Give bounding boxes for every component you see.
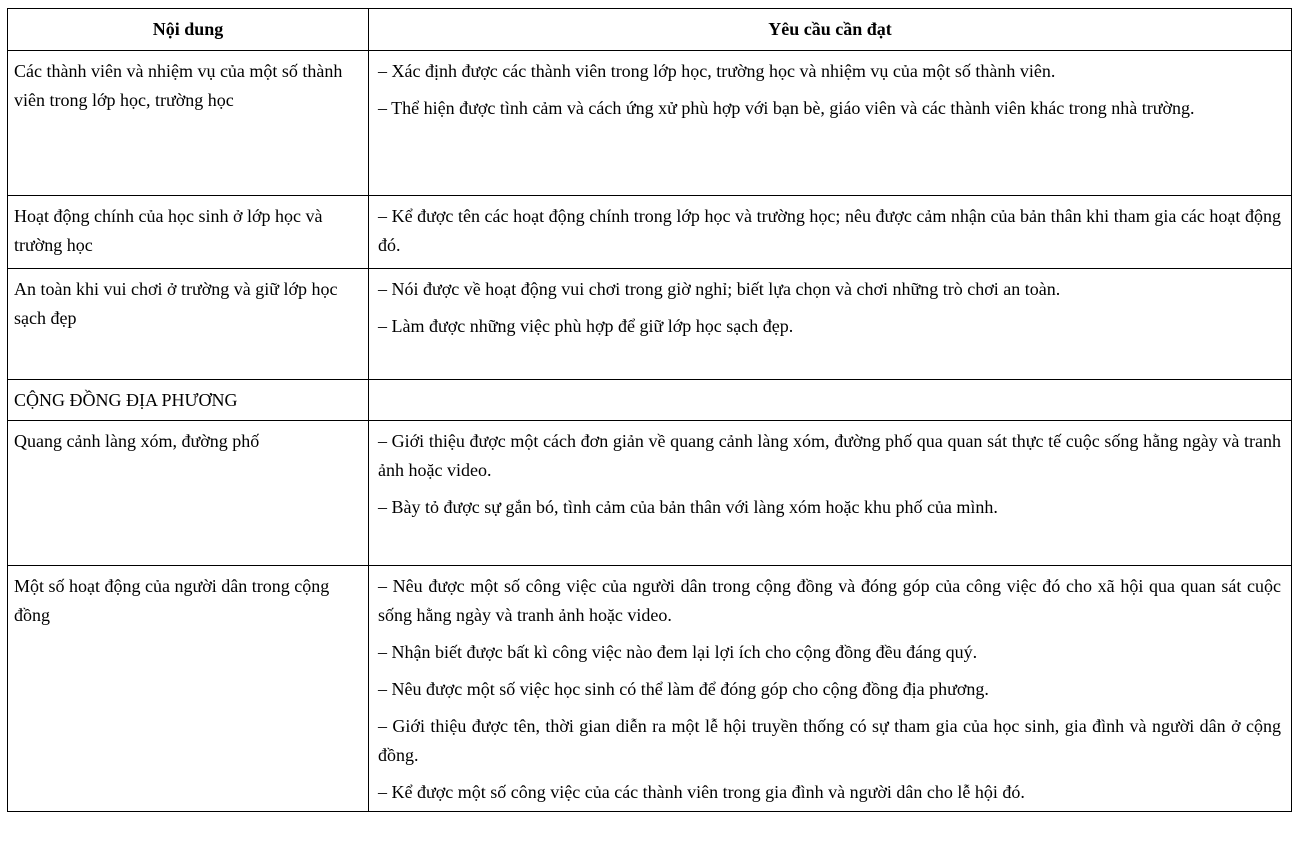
content-cell: Các thành viên và nhiệm vụ của một số thành viên trong lớp học, trường học (8, 51, 369, 196)
header-row (8, 9, 1292, 51)
requirements-cell (369, 269, 1292, 380)
requirement-item: – Nêu được một số việc học sinh có thể làm để đóng góp cho cộng đồng địa phương. (378, 679, 989, 699)
requirement-item: – Nhận biết được bất kì công việc nào đem lại lợi ích cho cộng đồng đều đáng quý. (378, 642, 978, 662)
table-row (8, 421, 1292, 566)
requirements-cell (369, 421, 1292, 566)
header-requirements: Yêu cầu cần đạt (369, 9, 1292, 51)
requirement-item: – Giới thiệu được tên, thời gian diễn ra một lễ hội truyền thống có sự tham gia của học sinh, gia đình và người dân ở cộng đồng. (378, 716, 1281, 765)
content-cell: Quang cảnh làng xóm, đường phố (8, 421, 369, 566)
requirement-item: – Nói được về hoạt động vui chơi trong giờ nghỉ; biết lựa chọn và chơi những trò chơi an toàn. (378, 279, 1061, 299)
requirement-item: – Kể được tên các hoạt động chính trong lớp học và trường học; nêu được cảm nhận của bản thân khi tham gia các hoạt động đó. (378, 206, 1281, 255)
content-cell: Một số hoạt động của người dân trong cộng đồng (8, 566, 369, 812)
requirement-item: – Giới thiệu được một cách đơn giản về quang cảnh làng xóm, đường phố qua quan sát thực tế cuộc sống hằng ngày và tranh ảnh hoặc video. (378, 431, 1281, 480)
content-cell: Hoạt động chính của học sinh ở lớp học và trường học (8, 196, 369, 269)
curriculum-table (7, 8, 1292, 812)
table-row (8, 196, 1292, 269)
requirement-item: – Nêu được một số công việc của người dân trong cộng đồng và đóng góp của công việc đó cho xã hội qua quan sát cuộc sống hằng ngày và tranh ảnh hoặc video. (378, 576, 1281, 625)
requirement-item: – Làm được những việc phù hợp để giữ lớp học sạch đẹp. (378, 316, 794, 336)
requirements-cell (369, 380, 1292, 421)
requirements-cell (369, 51, 1292, 196)
header-content: Nội dung (8, 9, 369, 51)
section-row (8, 380, 1292, 421)
content-cell: An toàn khi vui chơi ở trường và giữ lớp học sạch đẹp (8, 269, 369, 380)
requirement-item: – Xác định được các thành viên trong lớp học, trường học và nhiệm vụ của một số thành viên. (378, 61, 1056, 81)
table-row (8, 566, 1292, 812)
table-row (8, 51, 1292, 196)
requirements-cell (369, 196, 1292, 269)
requirements-cell (369, 566, 1292, 812)
requirement-item: – Thể hiện được tình cảm và cách ứng xử phù hợp với bạn bè, giáo viên và các thành viên khác trong nhà trường. (378, 98, 1195, 118)
requirement-item: – Kể được một số công việc của các thành viên trong gia đình và người dân cho lễ hội đó. (378, 782, 1025, 802)
table-row (8, 269, 1292, 380)
section-heading-cell: CỘNG ĐỒNG ĐỊA PHƯƠNG (8, 380, 369, 421)
requirement-item: – Bày tỏ được sự gắn bó, tình cảm của bản thân với làng xóm hoặc khu phố của mình. (378, 497, 998, 517)
